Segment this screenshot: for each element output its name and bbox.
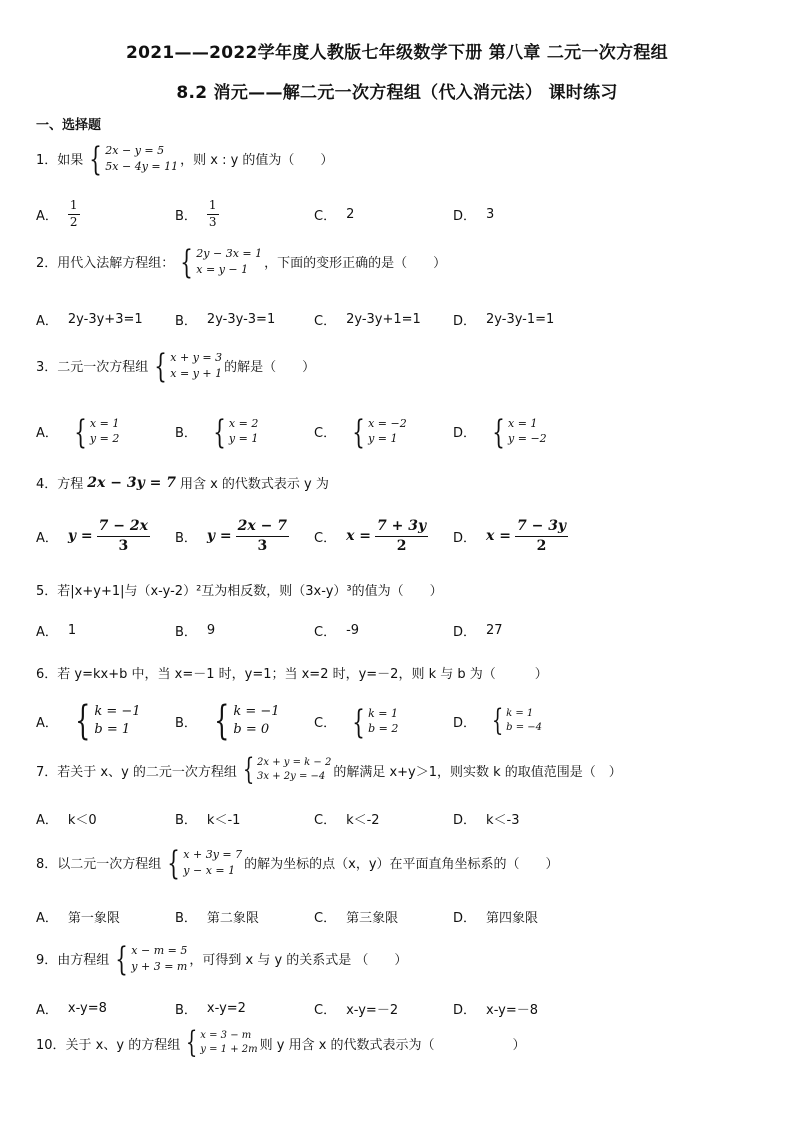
equation-line: x = y − 1 bbox=[196, 262, 249, 276]
option-d[interactable] bbox=[453, 701, 544, 741]
option-letter: C． bbox=[314, 208, 337, 224]
question-number: 10． bbox=[36, 1037, 66, 1053]
option-text: 第四象限 bbox=[486, 910, 539, 926]
option-c[interactable] bbox=[314, 988, 398, 1028]
option-d[interactable] bbox=[453, 411, 549, 451]
option-text: x-y=－8 bbox=[486, 1002, 539, 1018]
equation-lhs: y = bbox=[67, 528, 93, 544]
equation-system: { k = 1 b = −4 bbox=[491, 703, 542, 738]
option-text: 2y-3y+3=1 bbox=[67, 311, 143, 327]
option-c[interactable] bbox=[314, 516, 428, 556]
option-text: 9 bbox=[206, 622, 216, 638]
question-text: 用代入法解方程组： bbox=[57, 256, 175, 271]
equation-line: y = 1 bbox=[368, 432, 398, 445]
option-c[interactable] bbox=[314, 701, 400, 741]
option-letter: A． bbox=[36, 910, 58, 926]
title-line-2: 8.2 消元——解二元一次方程组（代入消元法） 课时练习 bbox=[176, 83, 618, 103]
equation-system: { k = −1 b = 0 bbox=[214, 698, 280, 744]
option-a[interactable] bbox=[36, 798, 97, 838]
options-7 bbox=[36, 798, 636, 838]
option-text: 27 bbox=[486, 622, 503, 638]
question-number: 6． bbox=[36, 667, 58, 682]
option-letter: D． bbox=[453, 812, 477, 828]
equation-system: { x + y = 3 x = y + 1 bbox=[154, 346, 223, 385]
options-3 bbox=[36, 411, 636, 451]
option-letter: A． bbox=[36, 812, 58, 828]
question-text: 由方程组 bbox=[57, 953, 110, 968]
option-letter: D． bbox=[453, 530, 477, 546]
question-7 bbox=[36, 752, 622, 787]
option-letter: B． bbox=[175, 530, 197, 546]
option-letter: B． bbox=[175, 425, 197, 441]
equation-line: x − m = 5 bbox=[131, 944, 188, 958]
question-number: 3． bbox=[36, 360, 58, 375]
option-letter: C． bbox=[314, 425, 337, 441]
fraction-numerator: 7 − 3y bbox=[515, 517, 568, 536]
equation-line: y = −2 bbox=[508, 432, 547, 445]
option-text: k＜-2 bbox=[346, 812, 380, 828]
option-c[interactable] bbox=[314, 194, 354, 234]
equation-line: 2x − y = 5 bbox=[105, 144, 165, 158]
equation-line: y − x = 1 bbox=[183, 863, 236, 877]
question-5 bbox=[36, 580, 443, 599]
option-a[interactable] bbox=[36, 516, 150, 556]
fraction-numerator: 7 + 3y bbox=[375, 517, 428, 536]
option-d[interactable] bbox=[453, 988, 538, 1028]
option-a[interactable] bbox=[36, 698, 143, 744]
question-text: 则 y 用含 x 的代数式表示为（ ） bbox=[259, 1037, 526, 1053]
fraction-numerator: 7 − 2x bbox=[97, 517, 150, 536]
equation-line: x = y + 1 bbox=[170, 366, 223, 380]
option-c[interactable] bbox=[314, 798, 380, 838]
option-letter: B． bbox=[175, 812, 197, 828]
option-d[interactable] bbox=[453, 610, 503, 650]
options-9 bbox=[36, 988, 636, 1028]
question-1 bbox=[36, 139, 334, 178]
question-text: 以二元一次方程组 bbox=[57, 857, 162, 872]
question-10 bbox=[36, 1025, 526, 1060]
option-b[interactable] bbox=[175, 610, 215, 650]
equation-line: x = 1 bbox=[89, 416, 120, 430]
fraction-numerator: 1 bbox=[68, 198, 80, 215]
question-number: 7． bbox=[36, 764, 58, 780]
question-text: 的解满足 x+y＞1，则实数 k 的取值范围是（ ） bbox=[333, 764, 622, 780]
option-b[interactable] bbox=[175, 516, 289, 556]
equation-line: 2y − 3x = 1 bbox=[196, 247, 263, 261]
option-a[interactable] bbox=[36, 610, 76, 650]
option-a[interactable] bbox=[36, 988, 107, 1028]
option-letter: A． bbox=[36, 425, 58, 441]
equation-system: { x = 1 y = −2 bbox=[492, 411, 547, 451]
equation-line: 5x − 4y = 11 bbox=[105, 159, 179, 173]
equation-lhs: x = bbox=[346, 528, 372, 544]
equation-line: x + y = 3 bbox=[170, 351, 223, 365]
option-letter: D． bbox=[453, 208, 477, 224]
fraction-denominator: 2 bbox=[396, 537, 407, 554]
option-text: k＜-3 bbox=[486, 812, 520, 828]
equation-line: k = 1 bbox=[368, 706, 398, 720]
option-text: x-y=－2 bbox=[346, 1002, 399, 1018]
question-9 bbox=[36, 939, 408, 978]
options-1 bbox=[36, 194, 636, 234]
option-letter: C． bbox=[314, 910, 337, 926]
fraction-denominator: 2 bbox=[536, 537, 547, 554]
equation-line: x = 2 bbox=[228, 416, 259, 430]
equation-line: b = 0 bbox=[233, 722, 270, 737]
option-letter: B． bbox=[175, 1002, 197, 1018]
question-text: ，可得到 x 与 y 的关系式是 （ ） bbox=[189, 953, 408, 968]
option-letter: C． bbox=[314, 624, 337, 640]
option-b[interactable] bbox=[175, 194, 219, 234]
option-c[interactable] bbox=[314, 411, 409, 451]
options-2 bbox=[36, 299, 636, 339]
option-letter: B． bbox=[175, 313, 197, 329]
option-letter: A． bbox=[36, 313, 58, 329]
equation-system: { 2y − 3x = 1 x = y − 1 bbox=[180, 242, 263, 281]
fraction-denominator: 3 bbox=[118, 537, 129, 554]
option-c[interactable] bbox=[314, 299, 421, 339]
equation-line: x = 1 bbox=[508, 416, 538, 430]
option-letter: B． bbox=[175, 715, 197, 731]
option-letter: C． bbox=[314, 812, 337, 828]
equation-line: k = −1 bbox=[233, 703, 280, 719]
equation-line: b = 2 bbox=[368, 722, 399, 735]
equation-line: y = 1 bbox=[228, 432, 259, 445]
option-d[interactable] bbox=[453, 516, 568, 556]
section-heading: 一、选择题 bbox=[36, 118, 102, 133]
question-text: 的解是（ ） bbox=[224, 360, 316, 375]
question-number: 8． bbox=[36, 857, 58, 872]
option-text: 3 bbox=[486, 206, 495, 222]
equation-line: y = 2 bbox=[89, 432, 120, 445]
option-d[interactable] bbox=[453, 194, 494, 234]
option-letter: A． bbox=[36, 624, 58, 640]
option-letter: A． bbox=[36, 530, 58, 546]
equation-line: b = 1 bbox=[94, 722, 131, 737]
question-text: 方程 bbox=[57, 477, 84, 492]
question-6 bbox=[36, 663, 548, 682]
option-c[interactable] bbox=[314, 896, 398, 936]
question-number: 9． bbox=[36, 953, 58, 968]
equation-system: { 2x − y = 5 5x − 4y = 11 bbox=[89, 139, 179, 178]
option-letter: C． bbox=[314, 1002, 337, 1018]
option-a[interactable] bbox=[36, 194, 80, 234]
option-text: 第三象限 bbox=[346, 910, 399, 926]
equation-line: b = −4 bbox=[506, 722, 542, 733]
equation-system: { 2x + y = k − 2 3x + 2y = −4 bbox=[242, 752, 332, 787]
options-4 bbox=[36, 516, 636, 556]
option-b[interactable] bbox=[175, 896, 259, 936]
equation-line: x = 3 − m bbox=[200, 1030, 252, 1041]
option-letter: D． bbox=[453, 1002, 477, 1018]
equation-system: { x + 3y = 7 y − x = 1 bbox=[167, 843, 243, 882]
option-letter: B． bbox=[175, 208, 197, 224]
option-b[interactable] bbox=[175, 988, 246, 1028]
equation: 2x − 3y = 7 bbox=[87, 474, 176, 491]
option-d[interactable] bbox=[453, 896, 538, 936]
question-4 bbox=[36, 473, 329, 492]
option-b[interactable] bbox=[175, 698, 282, 744]
option-letter: D． bbox=[453, 715, 477, 731]
equation-system: { x = 2 y = 1 bbox=[213, 411, 259, 451]
option-text: x-y=2 bbox=[206, 1000, 246, 1016]
question-text: 的解为坐标的点（x，y）在平面直角坐标系的（ ） bbox=[244, 857, 559, 872]
option-b[interactable] bbox=[175, 411, 260, 451]
fraction-denominator: 3 bbox=[257, 537, 268, 554]
equation-line: y + 3 = m bbox=[131, 959, 188, 973]
question-text: 若关于 x、y 的二元一次方程组 bbox=[57, 764, 237, 780]
title-line-1: 2021——2022学年度人教版七年级数学下册 第八章 二元一次方程组 bbox=[126, 43, 668, 63]
equation-system: { x = 3 − m y = 1 + 2m bbox=[186, 1025, 258, 1060]
option-a[interactable] bbox=[36, 896, 120, 936]
equation-line: 3x + 2y = −4 bbox=[257, 771, 326, 782]
fraction-numerator: 2x − 7 bbox=[236, 517, 289, 536]
fraction-denominator: 2 bbox=[69, 214, 78, 229]
option-b[interactable] bbox=[175, 299, 275, 339]
question-text: 用含 x 的代数式表示 y 为 bbox=[179, 477, 329, 492]
option-letter: C． bbox=[314, 530, 337, 546]
option-letter: B． bbox=[175, 910, 197, 926]
option-c[interactable] bbox=[314, 610, 359, 650]
option-text: 2 bbox=[346, 206, 355, 222]
option-a[interactable] bbox=[36, 411, 121, 451]
option-text: 2y-3y+1=1 bbox=[346, 311, 421, 327]
option-text: -9 bbox=[346, 622, 360, 638]
option-text: 1 bbox=[67, 622, 77, 638]
equation-line: x = −2 bbox=[368, 416, 407, 430]
option-d[interactable] bbox=[453, 299, 554, 339]
fraction-denominator: 3 bbox=[208, 214, 217, 229]
question-number: 5． bbox=[36, 584, 58, 599]
equation-lhs: x = bbox=[486, 528, 511, 544]
question-text: 如果 bbox=[57, 153, 84, 168]
question-text: 关于 x、y 的方程组 bbox=[65, 1037, 181, 1053]
equation-line: x + 3y = 7 bbox=[183, 848, 243, 862]
options-8 bbox=[36, 896, 636, 936]
option-letter: D． bbox=[453, 425, 477, 441]
question-text: 若|x+y+1|与（x-y-2）²互为相反数，则（3x-y）³的值为（ ） bbox=[57, 584, 443, 599]
option-text: 第二象限 bbox=[206, 910, 259, 926]
equation-system: { k = 1 b = 2 bbox=[352, 701, 399, 741]
option-text: 2y-3y-1=1 bbox=[486, 311, 555, 327]
option-text: k＜-1 bbox=[206, 812, 241, 828]
option-letter: B． bbox=[175, 624, 197, 640]
option-letter: C． bbox=[314, 313, 337, 329]
option-letter: C． bbox=[314, 715, 337, 731]
option-letter: A． bbox=[36, 208, 58, 224]
question-number: 4． bbox=[36, 477, 58, 492]
question-text: 二元一次方程组 bbox=[57, 360, 149, 375]
option-text: k＜0 bbox=[67, 812, 97, 828]
equation-line: k = −1 bbox=[94, 703, 141, 719]
equation-system: { x = 1 y = 2 bbox=[74, 411, 120, 451]
question-number: 2． bbox=[36, 256, 58, 271]
option-letter: D． bbox=[453, 313, 477, 329]
equation-system: { x − m = 5 y + 3 = m bbox=[115, 939, 188, 978]
option-a[interactable] bbox=[36, 299, 143, 339]
option-letter: A． bbox=[36, 715, 58, 731]
question-number: 1． bbox=[36, 153, 58, 168]
equation-system: { x = −2 y = 1 bbox=[352, 411, 407, 451]
option-text: x-y=8 bbox=[67, 1000, 107, 1016]
option-text: 2y-3y-3=1 bbox=[206, 311, 276, 327]
equation-line: y = 1 + 2m bbox=[200, 1044, 258, 1055]
option-letter: D． bbox=[453, 910, 477, 926]
option-letter: D． bbox=[453, 624, 477, 640]
options-5 bbox=[36, 610, 636, 650]
question-text: ，则 x : y 的值为（ ） bbox=[180, 153, 334, 168]
equation-system: { k = −1 b = 1 bbox=[74, 698, 141, 744]
question-8 bbox=[36, 843, 559, 882]
fraction-numerator: 1 bbox=[207, 198, 219, 215]
equation-line: k = 1 bbox=[506, 708, 534, 719]
option-text: 第一象限 bbox=[67, 910, 120, 926]
equation-line: 2x + y = k − 2 bbox=[257, 757, 332, 768]
question-text: 若 y=kx+b 中，当 x=－1 时，y=1；当 x=2 时，y=－2，则 k 与 b 为（ ） bbox=[57, 667, 548, 682]
option-b[interactable] bbox=[175, 798, 240, 838]
option-letter: A． bbox=[36, 1002, 58, 1018]
equation-lhs: y = bbox=[206, 528, 232, 544]
question-2 bbox=[36, 242, 447, 281]
question-text: ，下面的变形正确的是（ ） bbox=[264, 256, 447, 271]
options-6 bbox=[36, 698, 636, 744]
question-3 bbox=[36, 346, 316, 385]
option-d[interactable] bbox=[453, 798, 520, 838]
